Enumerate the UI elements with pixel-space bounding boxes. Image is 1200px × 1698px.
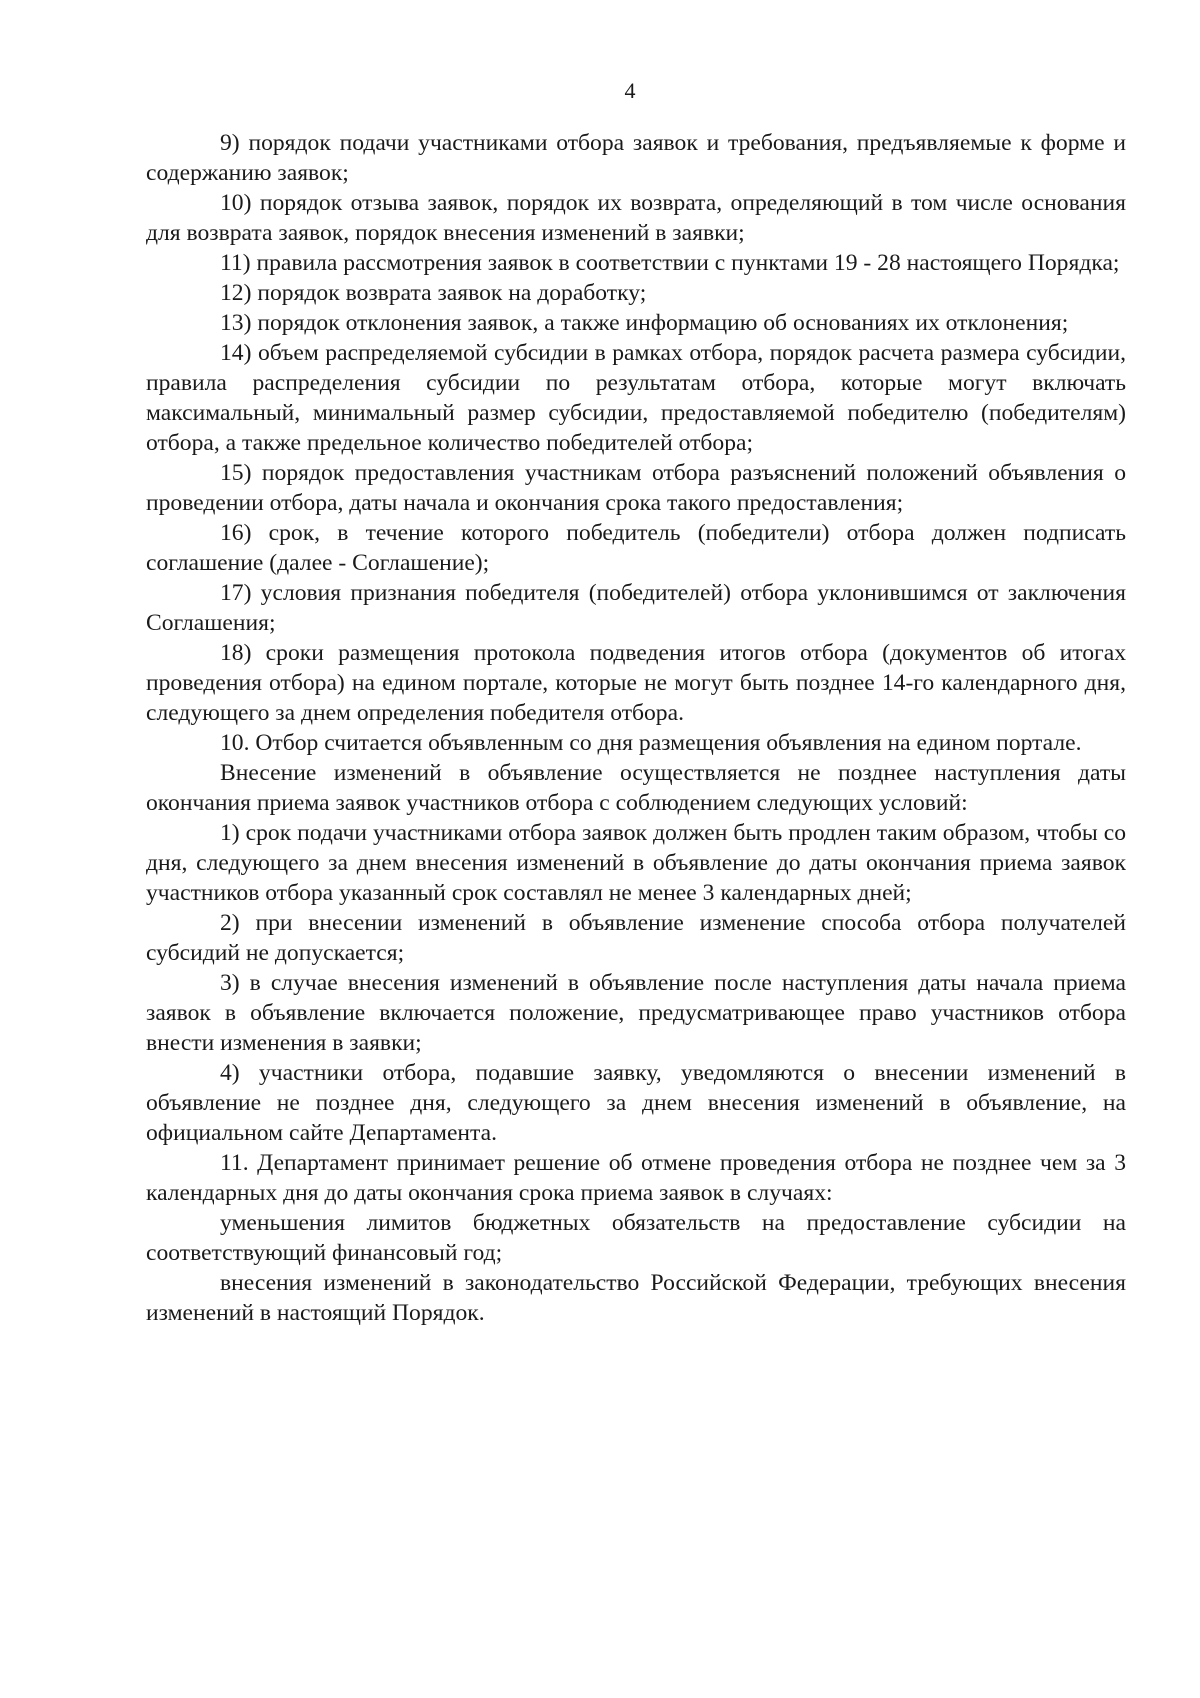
list-item-13: 13) порядок отклонения заявок, а также информацию об основаниях их отклонения;: [220, 310, 1069, 336]
section-10: 10. Отбор считается объявленным со дня размещения объявления на едином портале.: [220, 730, 1082, 756]
condition-2: 2) при внесении изменений в объявление изменение способа отбора получателей субсидий не допускается;: [146, 910, 1126, 966]
document-body: [146, 128, 1126, 1328]
list-item-12: 12) порядок возврата заявок на доработку;: [220, 280, 647, 306]
page-number: 4: [624, 78, 636, 103]
cancellation-case-2: внесения изменений в законодательство Российской Федерации, требующих внесения изменений в настоящий Порядок.: [146, 1270, 1126, 1326]
list-item-17: 17) условия признания победителя (победителей) отбора уклонившимся от заключения Соглашения;: [146, 580, 1126, 636]
section-11: 11. Департамент принимает решение об отмене проведения отбора не позднее чем за 3 календарных дня до даты окончания срока приема заявок в случаях:: [146, 1150, 1126, 1206]
list-item-9: 9) порядок подачи участниками отбора заявок и требования, предъявляемые к форме и содержанию заявок;: [146, 130, 1126, 186]
condition-1: 1) срок подачи участниками отбора заявок должен быть продлен таким образом, чтобы со дня, следующего за днем внесения изменений в объявление до даты окончания приема заявок участников отбора указанный срок составлял не менее 3 календарных дней;: [146, 820, 1126, 906]
condition-3: 3) в случае внесения изменений в объявление после наступления даты начала приема заявок в объявление включается положение, предусматривающее право участников отбора внести изменения в заявки;: [146, 970, 1126, 1056]
list-item-18: 18) сроки размещения протокола подведения итогов отбора (документов об итогах проведения отбора) на едином портале, которые не могут быть позднее 14-го календарного дня, следующего за днем определения победителя отбора.: [146, 640, 1126, 726]
list-item-11: 11) правила рассмотрения заявок в соответствии с пунктами 19 - 28 настоящего Порядка;: [220, 250, 1120, 276]
list-item-10: 10) порядок отзыва заявок, порядок их возврата, определяющий в том числе основания для возврата заявок, порядок внесения изменений в заявки;: [146, 190, 1126, 246]
list-item-14: 14) объем распределяемой субсидии в рамках отбора, порядок расчета размера субсидии, правила распределения субсидии по результатам отбора, которые могут включать максимальный, минимальный размер субсидии, предоставляемой победителю (победителям) отбора, а также предельное количество победителей отбора;: [146, 340, 1126, 456]
cancellation-case-1: уменьшения лимитов бюджетных обязательств на предоставление субсидии на соответствующий финансовый год;: [146, 1210, 1126, 1266]
condition-4: 4) участники отбора, подавшие заявку, уведомляются о внесении изменений в объявление не позднее дня, следующего за днем внесения изменений в объявление, на официальном сайте Департамента.: [146, 1060, 1126, 1146]
amendment-intro: Внесение изменений в объявление осуществляется не позднее наступления даты окончания приема заявок участников отбора с соблюдением следующих условий:: [146, 760, 1126, 816]
list-item-16: 16) срок, в течение которого победитель (победители) отбора должен подписать соглашение (далее - Соглашение);: [146, 520, 1126, 576]
list-item-15: 15) порядок предоставления участникам отбора разъяснений положений объявления о проведении отбора, даты начала и окончания срока такого предоставления;: [146, 460, 1126, 516]
